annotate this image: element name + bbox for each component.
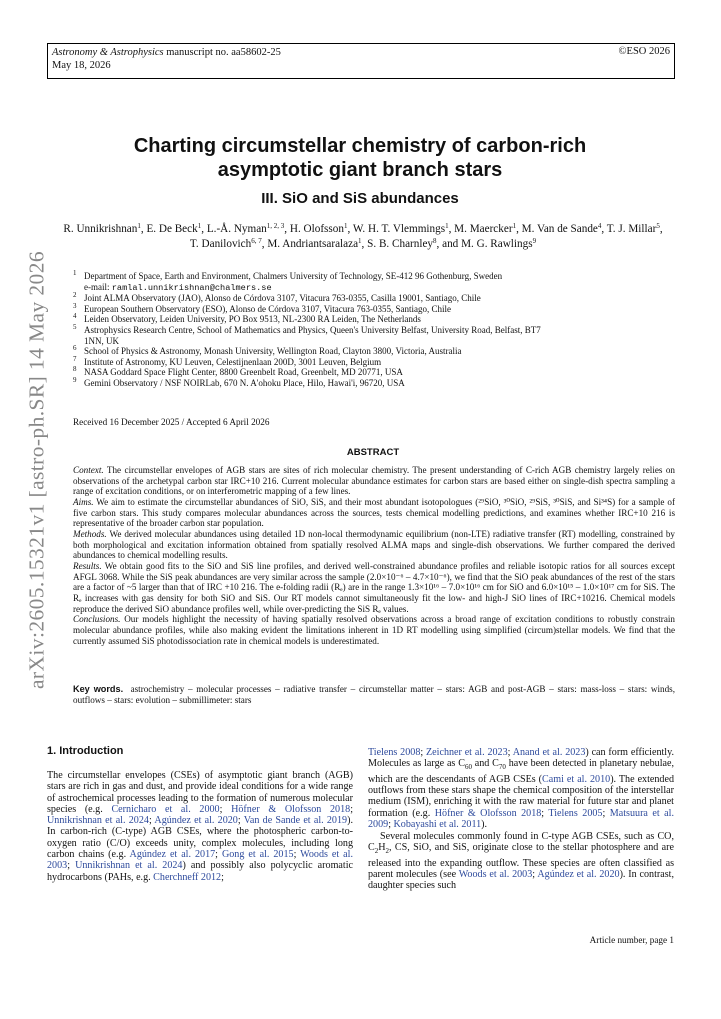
results-text: We obtain good fits to the SiO and SiS line profiles, and derived well-constrained abundance profiles and reliable isotopic ratios for all sources except AFGL 3068. While the SiS peak abundances are very similar across the sample (2.0×10⁻⁶ – 4.7×10⁻⁶), we find that the SiO peak abundances of the rest of the stars are a factor of ~5 larger than that of IRC +10 216. The e-folding radii (Rₑ) are in the range 1.3×10¹⁶ – 7.0×10¹⁶ cm for SiO and 6.0×10¹⁵ – 1.0×10¹⁷ cm for SiS. The Rₑ increases with gas density for both SiO and SiS. Our RT models cannot simultaneously fit the low- and high-J SiO lines of IRC+10216. Chemical models reproduce the derived SiO abundance profiles well, while over-predicting the SiS Rₑ values. xyxy=(73,560,675,614)
intro-text: ). The extended outflows from these stars shape the chemical composition of the interstellar medium (ISM), enriching it with the raw material for future star and planet formation (e.g. xyxy=(368,773,675,819)
arxiv-id: arXiv:2605.15321v1 [astro-ph.SR] 14 May 2026 xyxy=(24,250,49,690)
abstract-body xyxy=(73,465,675,646)
affiliation-list xyxy=(73,271,673,389)
abstract-methods xyxy=(73,529,675,561)
citation-link[interactable]: Anand et al. 2023 xyxy=(512,747,586,758)
section-heading-introduction: 1. Introduction xyxy=(47,745,124,757)
author-name: T. Danilovich xyxy=(189,238,252,250)
conclusions-label: Conclusions. xyxy=(73,614,121,625)
citation-link[interactable]: Zeichner et al. 2023 xyxy=(426,747,508,758)
results-label: Results. xyxy=(73,560,102,571)
citation-link[interactable]: Woods et al. 2003 xyxy=(458,869,533,880)
intro-text: H xyxy=(378,842,386,854)
citation-link[interactable]: Tielens 2005 xyxy=(548,807,603,819)
context-text: The circumstellar envelopes of AGB stars are sites of rich molecular chemistry. The present understanding of C-rich AGB chemistry largely relies on observations of the archetypal carbon star IRC+10 216. Current molecular abundance estimates for carbon stars are based either on single-dish spectra sampling a range of excitation conditions, or on interferometric mapping of a few lines. xyxy=(73,465,675,497)
affiliation-text: e-mail: xyxy=(84,281,112,292)
affiliation-item: $^5$ Astrophysics Research Centre, School of Mathematics and Physics, Queen's University Belfast, University Road, Belfast, BT7 xyxy=(73,322,541,335)
citation-link[interactable]: Agúndez et al. 2017 xyxy=(129,849,216,861)
methods-text: We derived molecular abundances using detailed 1D non-local thermodynamic equilibrium (non-LTE) radiative transfer (RT) modelling, constrained by both morphological and excitation information obtained from spatially resolved ALMA maps and single-dish observations. We further compared the derived abundances to chemical modelling results. xyxy=(73,528,675,561)
citation-link[interactable]: Cernicharo et al. 2000 xyxy=(111,803,220,815)
citation-link[interactable]: Gong et al. 2015 xyxy=(221,849,294,861)
aims-label: Aims. xyxy=(73,496,94,507)
author-name: T. J. Millar xyxy=(606,223,657,235)
author-name: W. H. T. Vlemmings xyxy=(352,223,446,235)
citation-link[interactable]: Agúndez et al. 2020 xyxy=(537,869,620,880)
keywords-text: astrochemistry – molecular processes – radiative transfer – circumstellar matter – stars: AGB and post-AGB – stars: mass-loss – stars: winds, outflows – stars: evolution – submillimeter: stars xyxy=(73,684,675,705)
author-affiliation-index: 1 xyxy=(197,222,202,230)
intro-paragraph-1-cont: Tielens 2008; Zeichner et al. 2023; Anand et al. 2023) can form efficiently. Molecules as large as $C_{60}$ and $C_{70}$ have been detected in planetary nebulae, which are the descendants of AGB CSEs (Cami et al. 2010). The extended outflows from these stars shape the chemical composition of the interstellar medium (ISM), enriching it with the raw material for future star and planet formation (e.g. Höfner & Olofsson 2018; Tielens 2005; Matsuura et al. 2009; Kobayashi et al. 2011). xyxy=(368,747,675,830)
author-affiliation-index: 8 xyxy=(433,237,437,245)
affiliation-item: $^8$ NASA Goddard Space Flight Center, 8800 Greenbelt Road, Greenbelt, MD 20771, USA xyxy=(73,365,403,378)
title-line-1: Charting circumstellar chemistry of carbon-rich xyxy=(133,135,587,157)
affiliation-item: $^9$ Gemini Observatory / NSF NOIRLab, 670 N. A'ohoku Place, Hilo, Hawai'i, 96720, USA xyxy=(73,375,405,388)
affiliation-item: $^3$ European Southern Observatory (ESO), Alonso de Córdova 3107, Vitacura 763-0355, Santiago, Chile xyxy=(73,301,451,314)
citation-link[interactable]: Woods et al. 2003 xyxy=(47,849,353,872)
author-affiliation-index: 1 xyxy=(343,222,348,230)
subscript: 60 xyxy=(464,763,472,772)
conclusions-text: Our models highlight the necessity of having spatially resolved observations across a broad range of excitation conditions to robustly constrain molecular abundance profiles, while also making evident the limitations inherent in 1D RT modelling using simplified (circum)stellar models. We find that the currently assumed SiS photodissociation rate in chemical models is underestimated. xyxy=(73,614,675,646)
author-name: L.-Å. Nyman xyxy=(206,223,267,235)
subscript: 2 xyxy=(385,847,390,856)
citation-link[interactable]: Agúndez et al. 2020 xyxy=(154,815,238,827)
keywords xyxy=(73,684,675,705)
author-affiliation-index: 1 xyxy=(137,222,141,230)
arxiv-stamp xyxy=(17,225,57,715)
author-name: M. Maercker xyxy=(454,223,513,235)
context-label: Context. xyxy=(73,465,104,475)
affiliation-item xyxy=(73,282,673,294)
citation-link[interactable]: Tielens 2008 xyxy=(368,747,421,758)
intro-paragraph-1: The circumstellar envelopes (CSEs) of asymptotic giant branch (AGB) stars are rich in gas and dust, and provide ideal conditions for a wide range of astrochemical processes leading to the formation of numerous molecular species (e.g. Cernicharo et al. 2000; Höfner & Olofsson 2018; Unnikrishnan et al. 2024; Agúndez et al. 2020; Van de Sande et al. 2019). In carbon-rich (C-type) AGB CSEs, where the photospheric carbon-to-oxygen ratio (C/O) exceeds unity, complex molecules, including long carbon chains (e.g. Agúndez et al. 2017; Gong et al. 2015; Woods et al. 2003; Unnikrishnan et al. 2024) and possibly also polycyclic aromatic hydrocarbons (PAHs, e.g. Cherchneff 2012; xyxy=(47,770,354,883)
subscript: 70 xyxy=(498,763,506,772)
author-affiliation-index: 9 xyxy=(532,237,537,245)
abstract-conclusions xyxy=(73,614,675,646)
subscript: 2 xyxy=(374,847,379,856)
affiliation-text: Gemini Observatory / NSF NOIRLab, 670 N. A'ohoku Place, Hilo, Hawai'i, 96720, USA xyxy=(84,377,405,388)
author-name: M. G. Rawlings xyxy=(461,238,533,250)
affiliation-item: $^6$ School of Physics & Astronomy, Monash University, Wellington Road, Clayton 3800, Victoria, Australia xyxy=(73,344,462,357)
header-date: May 18, 2026 xyxy=(52,60,111,71)
intro-text: ). In contrast, daughter species such xyxy=(368,869,674,892)
keywords-label: Key words. xyxy=(73,684,124,694)
author-list: R. Unnikrishnan$^1$, E. De Beck$^1$, L.-Å. Nyman$^{1, 2, 3}$, H. Olofsson$^1$, W. H. T. Vlemmings$^1$, M. Maercker$^1$, M. Van de Sande$^4$, T. J. Millar$^5$, T. Danilovich$^{6, 7}$, M. Andriantsaralaza$^1$, S. B. Charnley$^8$, and M. G. Rawlings$^9$ xyxy=(63,222,663,250)
affiliation-item: $^4$ Leiden Observatory, Leiden University, PO Box 9513, NL-2300 RA Leiden, The Netherlands xyxy=(73,312,421,325)
affiliation-item: $^1$ Department of Space, Earth and Environment, Chalmers University of Technology, SE-412 96 Gothenburg, Sweden xyxy=(73,269,503,281)
author-affiliation-index: 6, 7 xyxy=(251,237,262,245)
intro-text: ) can form efficiently. Molecules as large as C xyxy=(368,747,675,770)
author-affiliation-index: 5 xyxy=(656,222,660,230)
affiliation-text: Institute of Astronomy, KU Leuven, Celestijnenlaan 200D, 3001 Leuven, Belgium xyxy=(84,356,382,367)
citation-link[interactable]: Cami et al. 2010 xyxy=(542,773,611,785)
affiliation-text: Department of Space, Earth and Environment, Chalmers University of Technology, SE-412 96 Gothenburg, Sweden xyxy=(84,271,503,281)
received-dates: Received 16 December 2025 / Accepted 6 April 2026 xyxy=(73,417,270,427)
affiliation-text: Astrophysics Research Centre, School of Mathematics and Physics, Queen's University Belfast, University Road, Belfast, BT7 xyxy=(84,324,541,335)
author-name: E. De Beck xyxy=(146,223,198,235)
methods-label: Methods. xyxy=(73,528,107,539)
page-footer: Article number, page 1 xyxy=(589,935,674,945)
affiliation-text: Joint ALMA Observatory (JAO), Alonso de Córdova 3107, Vitacura 763-0355, Casilla 19001, Santiago, Chile xyxy=(84,293,481,304)
citation-link[interactable]: Matsuura et al. 2009 xyxy=(368,807,674,830)
author-affiliation-index: 4 xyxy=(597,222,602,230)
abstract-aims xyxy=(73,497,675,529)
intro-paragraph-2: Several molecules commonly found in C-type AGB CSEs, such as CO, $C_2H_2$, CS, SiO, and SiS, originate close to the stellar photosphere and are released into the expanding outflow. These species are often classified as parent molecules (see Woods et al. 2003; Agúndez et al. 2020). In contrast, daughter species such xyxy=(368,831,674,892)
abstract-context xyxy=(73,465,675,497)
citation-link[interactable]: Unnikrishnan et al. 2024 xyxy=(47,815,149,827)
header-left xyxy=(52,46,281,72)
abstract-results xyxy=(73,561,675,614)
intro-text: have been detected in planetary nebulae, which are the descendants of AGB CSEs ( xyxy=(368,758,674,785)
affiliation-text: NASA Goddard Space Flight Center, 8800 Greenbelt Road, Greenbelt, MD 20771, USA xyxy=(84,367,403,378)
citation-link[interactable]: Unnikrishnan et al. 2024 xyxy=(75,860,183,872)
author-name: R. Unnikrishnan xyxy=(63,223,138,235)
intro-right-column xyxy=(368,747,674,892)
intro-text: ) and possibly also polycyclic aromatic hydrocarbons (PAHs, e.g. xyxy=(47,860,353,883)
paper-title xyxy=(60,134,660,182)
email-address[interactable]: ramlal.unnikrishnan@chalmers.se xyxy=(111,282,272,293)
aims-text: We aim to estimate the circumstellar abundances of SiO, SiS, and their most abundant isotopologues (²⁹SiO, ³⁰SiO, ²⁹SiS, ³⁰SiS, and Si³⁴S) for a sample of five carbon stars. This study compares molecular abundances across the sources, tests chemical modelling predictions, and examines whether IRC+10 216 is representative of the broader carbon star population. xyxy=(73,496,675,529)
citation-link[interactable]: Cherchneff 2012 xyxy=(153,871,222,883)
citation-link[interactable]: Höfner & Olofsson 2018 xyxy=(434,807,542,819)
author-affiliation-index: 1 xyxy=(358,237,362,245)
affiliation-text: Leiden Observatory, Leiden University, PO Box 9513, NL-2300 RA Leiden, The Netherlands xyxy=(84,314,421,325)
affiliation-item: $^2$ Joint ALMA Observatory (JAO), Alonso de Córdova 3107, Vitacura 763-0355, Casilla 19001, Santiago, Chile xyxy=(73,291,481,304)
title-line-2: asymptotic giant branch stars xyxy=(217,159,503,181)
affiliation-item xyxy=(73,336,673,347)
intro-left-column xyxy=(47,770,353,883)
author-affiliation-index: 1, 2, 3 xyxy=(266,222,285,230)
paper-subtitle: III. SiO and SiS abundances xyxy=(261,190,459,207)
intro-text: The circumstellar envelopes (CSEs) of asymptotic giant branch (AGB) stars are rich in gas and dust, and provide ideal conditions for a wide range of astrochemical processes leading to the formation of numerous molecular species (e.g. xyxy=(47,770,353,815)
citation-link[interactable]: Höfner & Olofsson 2018 xyxy=(231,803,351,815)
citation-link[interactable]: Van de Sande et al. 2019 xyxy=(243,815,348,827)
manuscript-header xyxy=(47,43,675,79)
author-name: M. Andriantsaralaza xyxy=(267,238,359,250)
author-affiliation-index: 1 xyxy=(445,222,449,230)
abstract-heading: ABSTRACT xyxy=(346,447,400,458)
intro-text: and C xyxy=(471,758,499,770)
intro-text: ). In carbon-rich (C-type) AGB CSEs, where the photospheric carbon-to-oxygen ratio (C/O) exceeds unity, complex molecules, including long carbon chains (e.g. xyxy=(47,815,353,861)
journal-name: Astronomy & Astrophysics xyxy=(52,47,164,58)
citation-link[interactable]: Kobayashi et al. 2011 xyxy=(393,818,482,830)
author-affiliation-index: 1 xyxy=(512,222,517,230)
author-name: S. B. Charnley xyxy=(367,238,434,250)
affiliation-item: $^7$ Institute of Astronomy, KU Leuven, Celestijnenlaan 200D, 3001 Leuven, Belgium xyxy=(73,354,382,367)
affiliation-text: School of Physics & Astronomy, Monash University, Wellington Road, Clayton 3800, Victoria, Australia xyxy=(84,346,462,357)
manuscript-number: manuscript no. aa58602-25 xyxy=(166,47,281,58)
affiliation-text: 1NN, UK xyxy=(84,335,119,346)
author-name: M. Van de Sande xyxy=(521,223,598,235)
affiliation-text: European Southern Observatory (ESO), Alonso de Córdova 3107, Vitacura 763-0355, Santiago, Chile xyxy=(84,303,451,314)
author-name: H. Olofsson xyxy=(289,223,344,235)
intro-text: , CS, SiO, and SiS, originate close to the stellar photosphere and are released into the expanding outflow. These species are often classified as parent molecules (see xyxy=(368,842,674,880)
intro-text: Several molecules commonly found in C-type AGB CSEs, such as CO, C xyxy=(368,831,674,854)
copyright: ©ESO 2026 xyxy=(618,46,670,57)
